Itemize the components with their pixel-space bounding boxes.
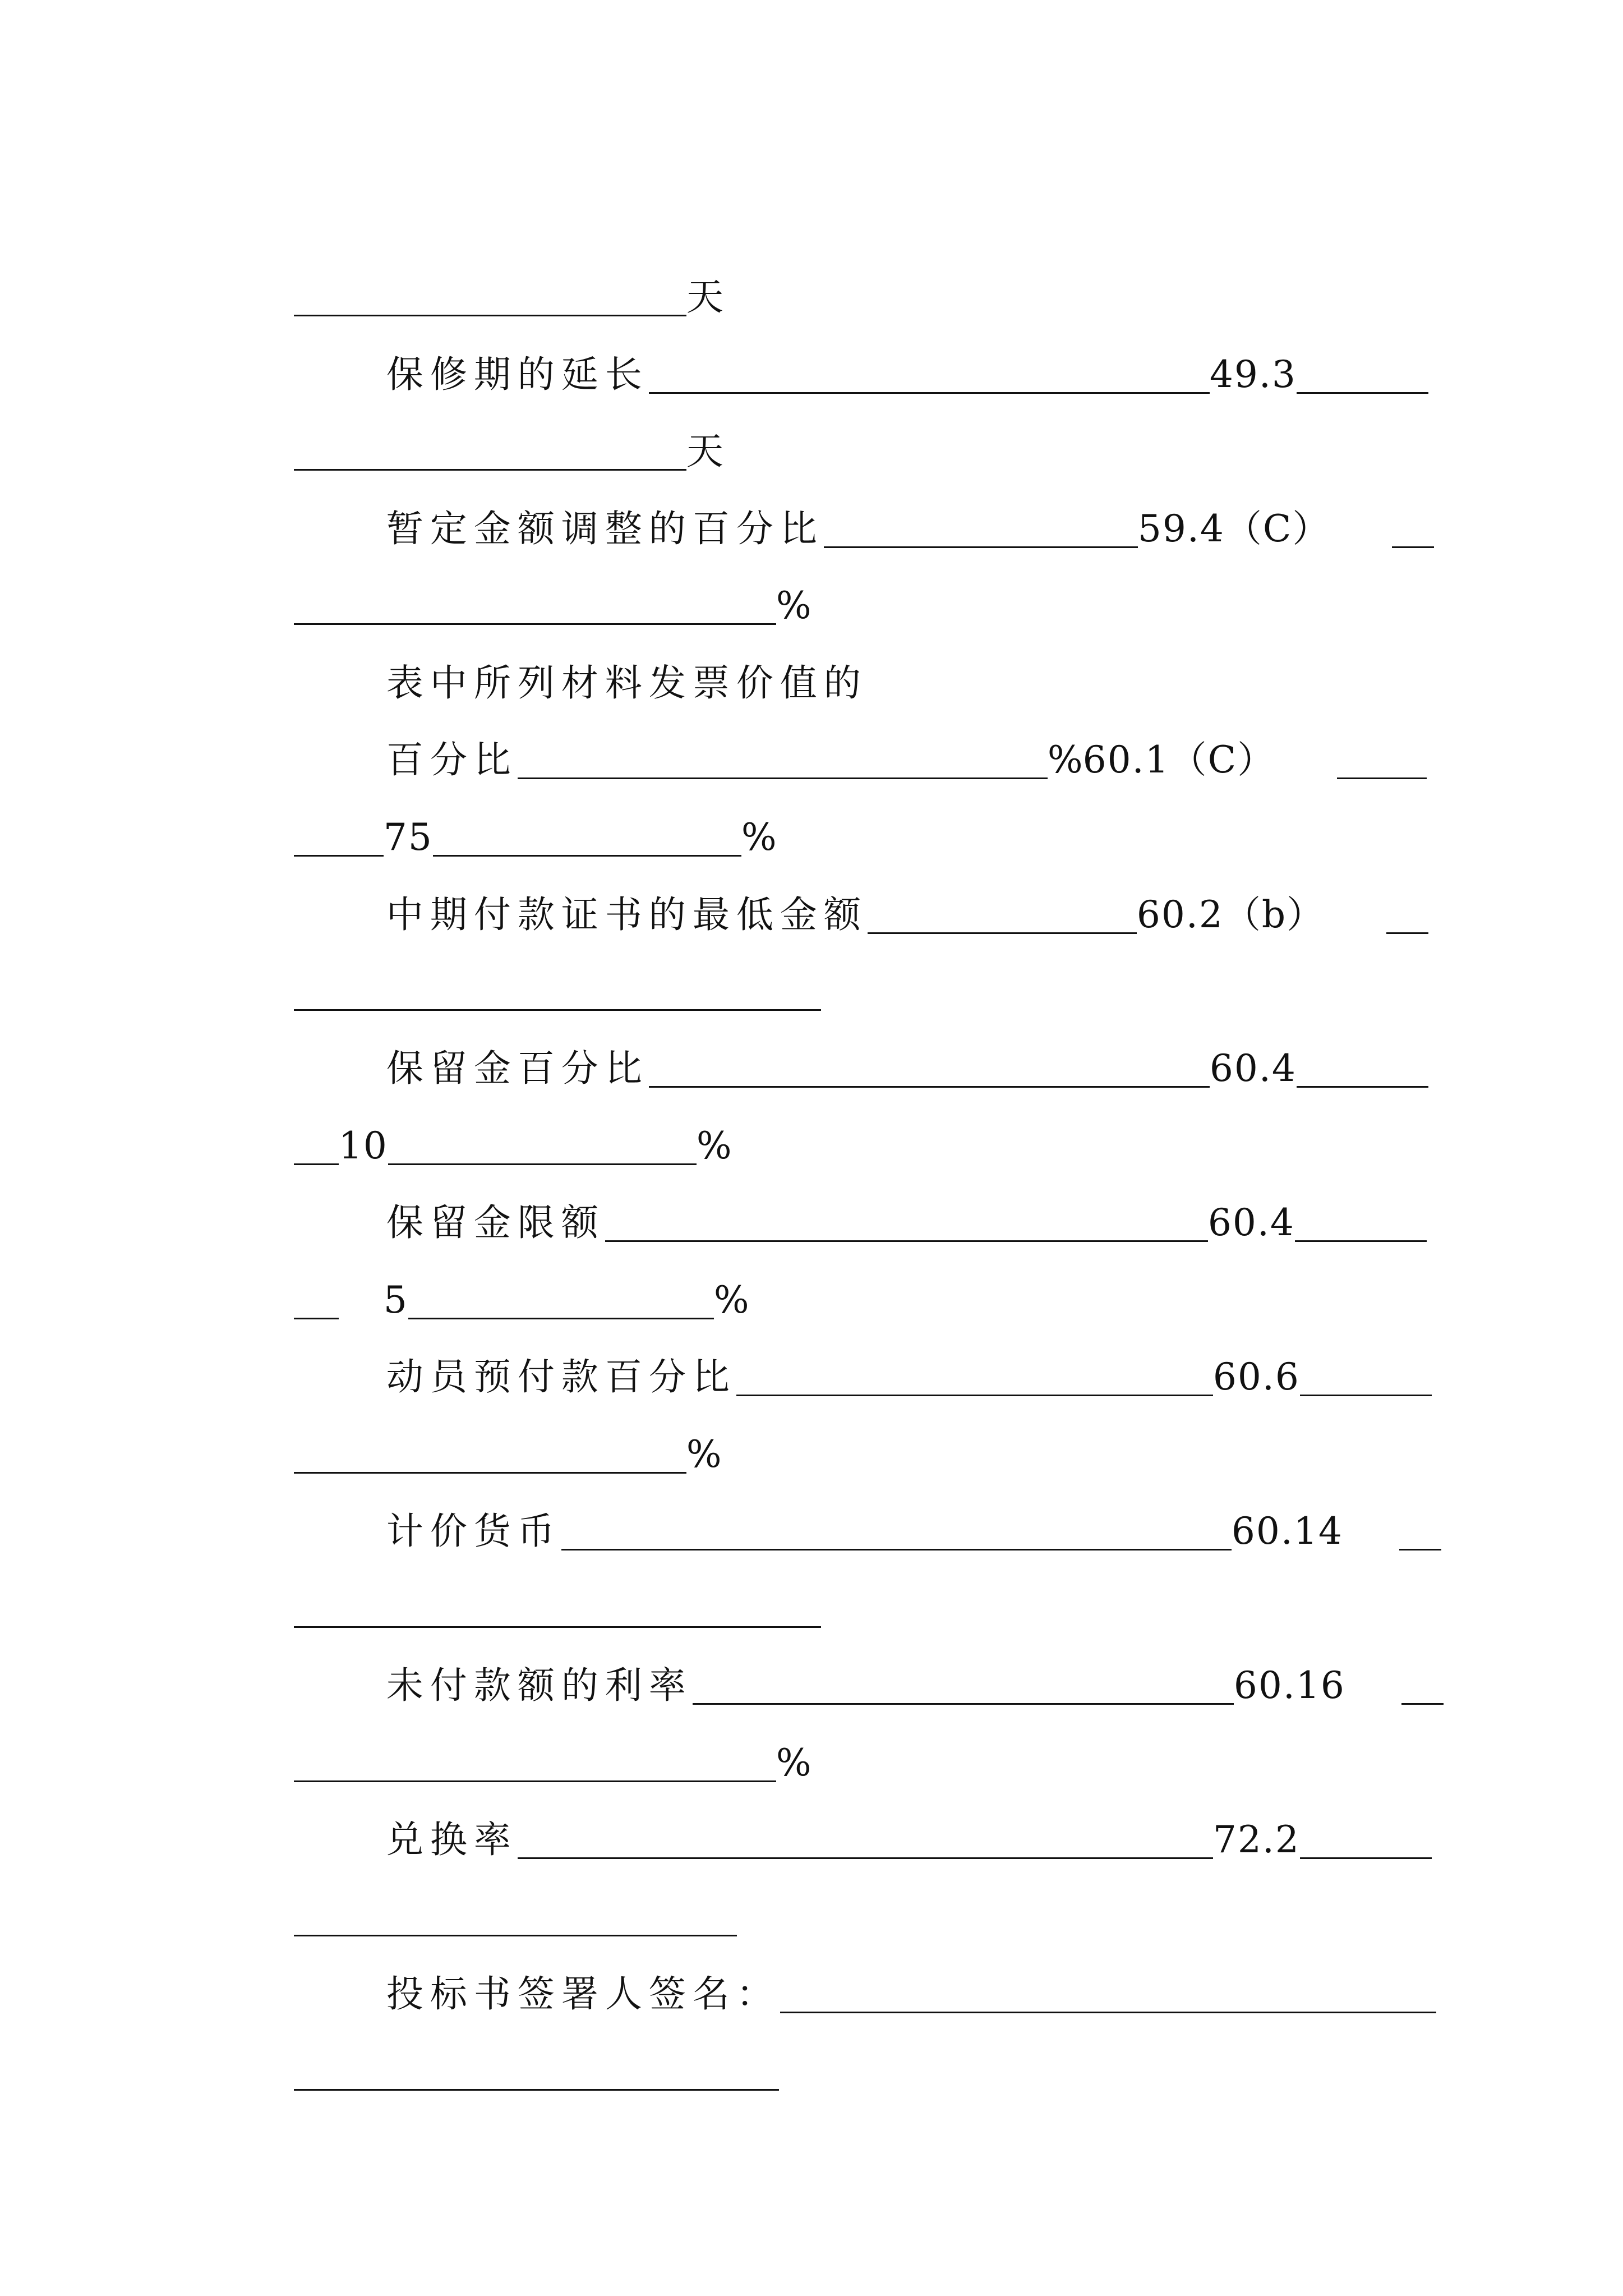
form-line-continuation-5 <box>247 908 821 964</box>
form-line-continuation-11 <box>247 1833 737 1889</box>
form-line-continuation-1 <box>247 213 723 319</box>
blank-field[interactable] <box>736 1394 1213 1396</box>
row-label: 计价货币 <box>386 1510 561 1553</box>
unit-percent: % <box>776 584 811 627</box>
unit-days: 天 <box>686 430 723 473</box>
row-label: 保修期的延长 <box>386 353 649 396</box>
row-label: 中期付款证书的最低金额 <box>386 893 868 936</box>
form-line-continuation-7 <box>247 1216 749 1322</box>
row-label: 保留金限额 <box>386 1201 605 1244</box>
form-row-warranty-extension <box>339 291 1428 396</box>
signature-field[interactable] <box>780 2011 1436 2013</box>
form-line-continuation-12 <box>247 1987 779 2044</box>
row-label: 暂定金额调整的百分比 <box>386 507 824 550</box>
unit-percent: % <box>741 816 777 859</box>
row-label: 百分比 <box>386 738 518 781</box>
unit-percent: % <box>696 1124 732 1167</box>
unit-percent: % <box>1047 738 1083 781</box>
form-line-continuation-4 <box>247 753 777 859</box>
blank-field[interactable] <box>294 2088 779 2091</box>
form-row-invoice-value-label <box>339 599 868 705</box>
clause-number: 60.1（C） <box>1082 738 1276 781</box>
clause-number: 60.6 <box>1212 1355 1300 1398</box>
blank-field[interactable] <box>1386 932 1428 934</box>
unit-percent: % <box>776 1741 811 1784</box>
form-row-interest-rate <box>339 1602 1444 1707</box>
row-label: 动员预付款百分比 <box>386 1355 736 1398</box>
blank-field[interactable] <box>649 1085 1210 1088</box>
blank-field[interactable] <box>824 546 1138 548</box>
row-label: 表中所列材料发票价值的 <box>386 661 868 705</box>
row-label: 投标书签署人签名： <box>386 1972 780 2016</box>
clause-number: 72.2 <box>1212 1818 1300 1861</box>
form-line-continuation-9 <box>247 1525 821 1581</box>
blank-field[interactable] <box>1401 1703 1444 1705</box>
blank-field[interactable] <box>1300 1394 1432 1396</box>
filled-value: 75 <box>383 816 433 859</box>
form-row-provisional-sum <box>339 445 1434 550</box>
unit-percent: % <box>686 1433 722 1476</box>
blank-field[interactable] <box>1297 392 1428 394</box>
blank-field[interactable] <box>294 1163 339 1165</box>
form-row-currency <box>339 1447 1441 1553</box>
clause-number: 60.4 <box>1209 1047 1297 1090</box>
blank-field[interactable] <box>868 932 1137 934</box>
blank-field[interactable] <box>1300 1857 1432 1859</box>
row-label: 保留金百分比 <box>386 1047 649 1090</box>
clause-number: 60.16 <box>1233 1664 1345 1707</box>
clause-number: 60.4 <box>1207 1201 1295 1244</box>
form-row-interim-certificate <box>339 831 1428 936</box>
clause-number: 60.2（b） <box>1136 893 1325 936</box>
form-line-continuation-6 <box>247 1062 732 1167</box>
form-row-retention-limit <box>339 1139 1427 1244</box>
filled-value: 5 <box>383 1278 408 1322</box>
form-row-invoice-value <box>339 676 1427 781</box>
blank-field[interactable] <box>1399 1548 1441 1550</box>
row-label: 未付款额的利率 <box>386 1664 693 1707</box>
clause-number: 60.14 <box>1231 1510 1343 1553</box>
blank-field[interactable] <box>649 392 1210 394</box>
clause-number: 49.3 <box>1209 353 1297 396</box>
form-row-advance-payment <box>339 1293 1432 1398</box>
unit-percent: % <box>713 1278 749 1322</box>
row-label: 兑换率 <box>386 1818 518 1861</box>
form-line-continuation-3 <box>247 522 811 627</box>
form-line-continuation-8 <box>247 1370 722 1476</box>
blank-field[interactable] <box>1297 1085 1428 1088</box>
blank-field[interactable] <box>1392 546 1434 548</box>
form-row-exchange-rate <box>339 1756 1432 1861</box>
blank-field[interactable] <box>1295 1240 1427 1242</box>
blank-field[interactable] <box>294 1317 339 1319</box>
blank-field[interactable] <box>1337 777 1427 779</box>
unit-days: 天 <box>686 275 723 319</box>
form-row-retention-percent <box>339 984 1428 1090</box>
form-line-continuation-10 <box>247 1679 811 1784</box>
clause-number: 59.4（C） <box>1137 507 1331 550</box>
form-line-continuation-2 <box>247 367 723 473</box>
form-row-signature <box>339 1910 1436 2016</box>
filled-value: 10 <box>338 1124 388 1167</box>
